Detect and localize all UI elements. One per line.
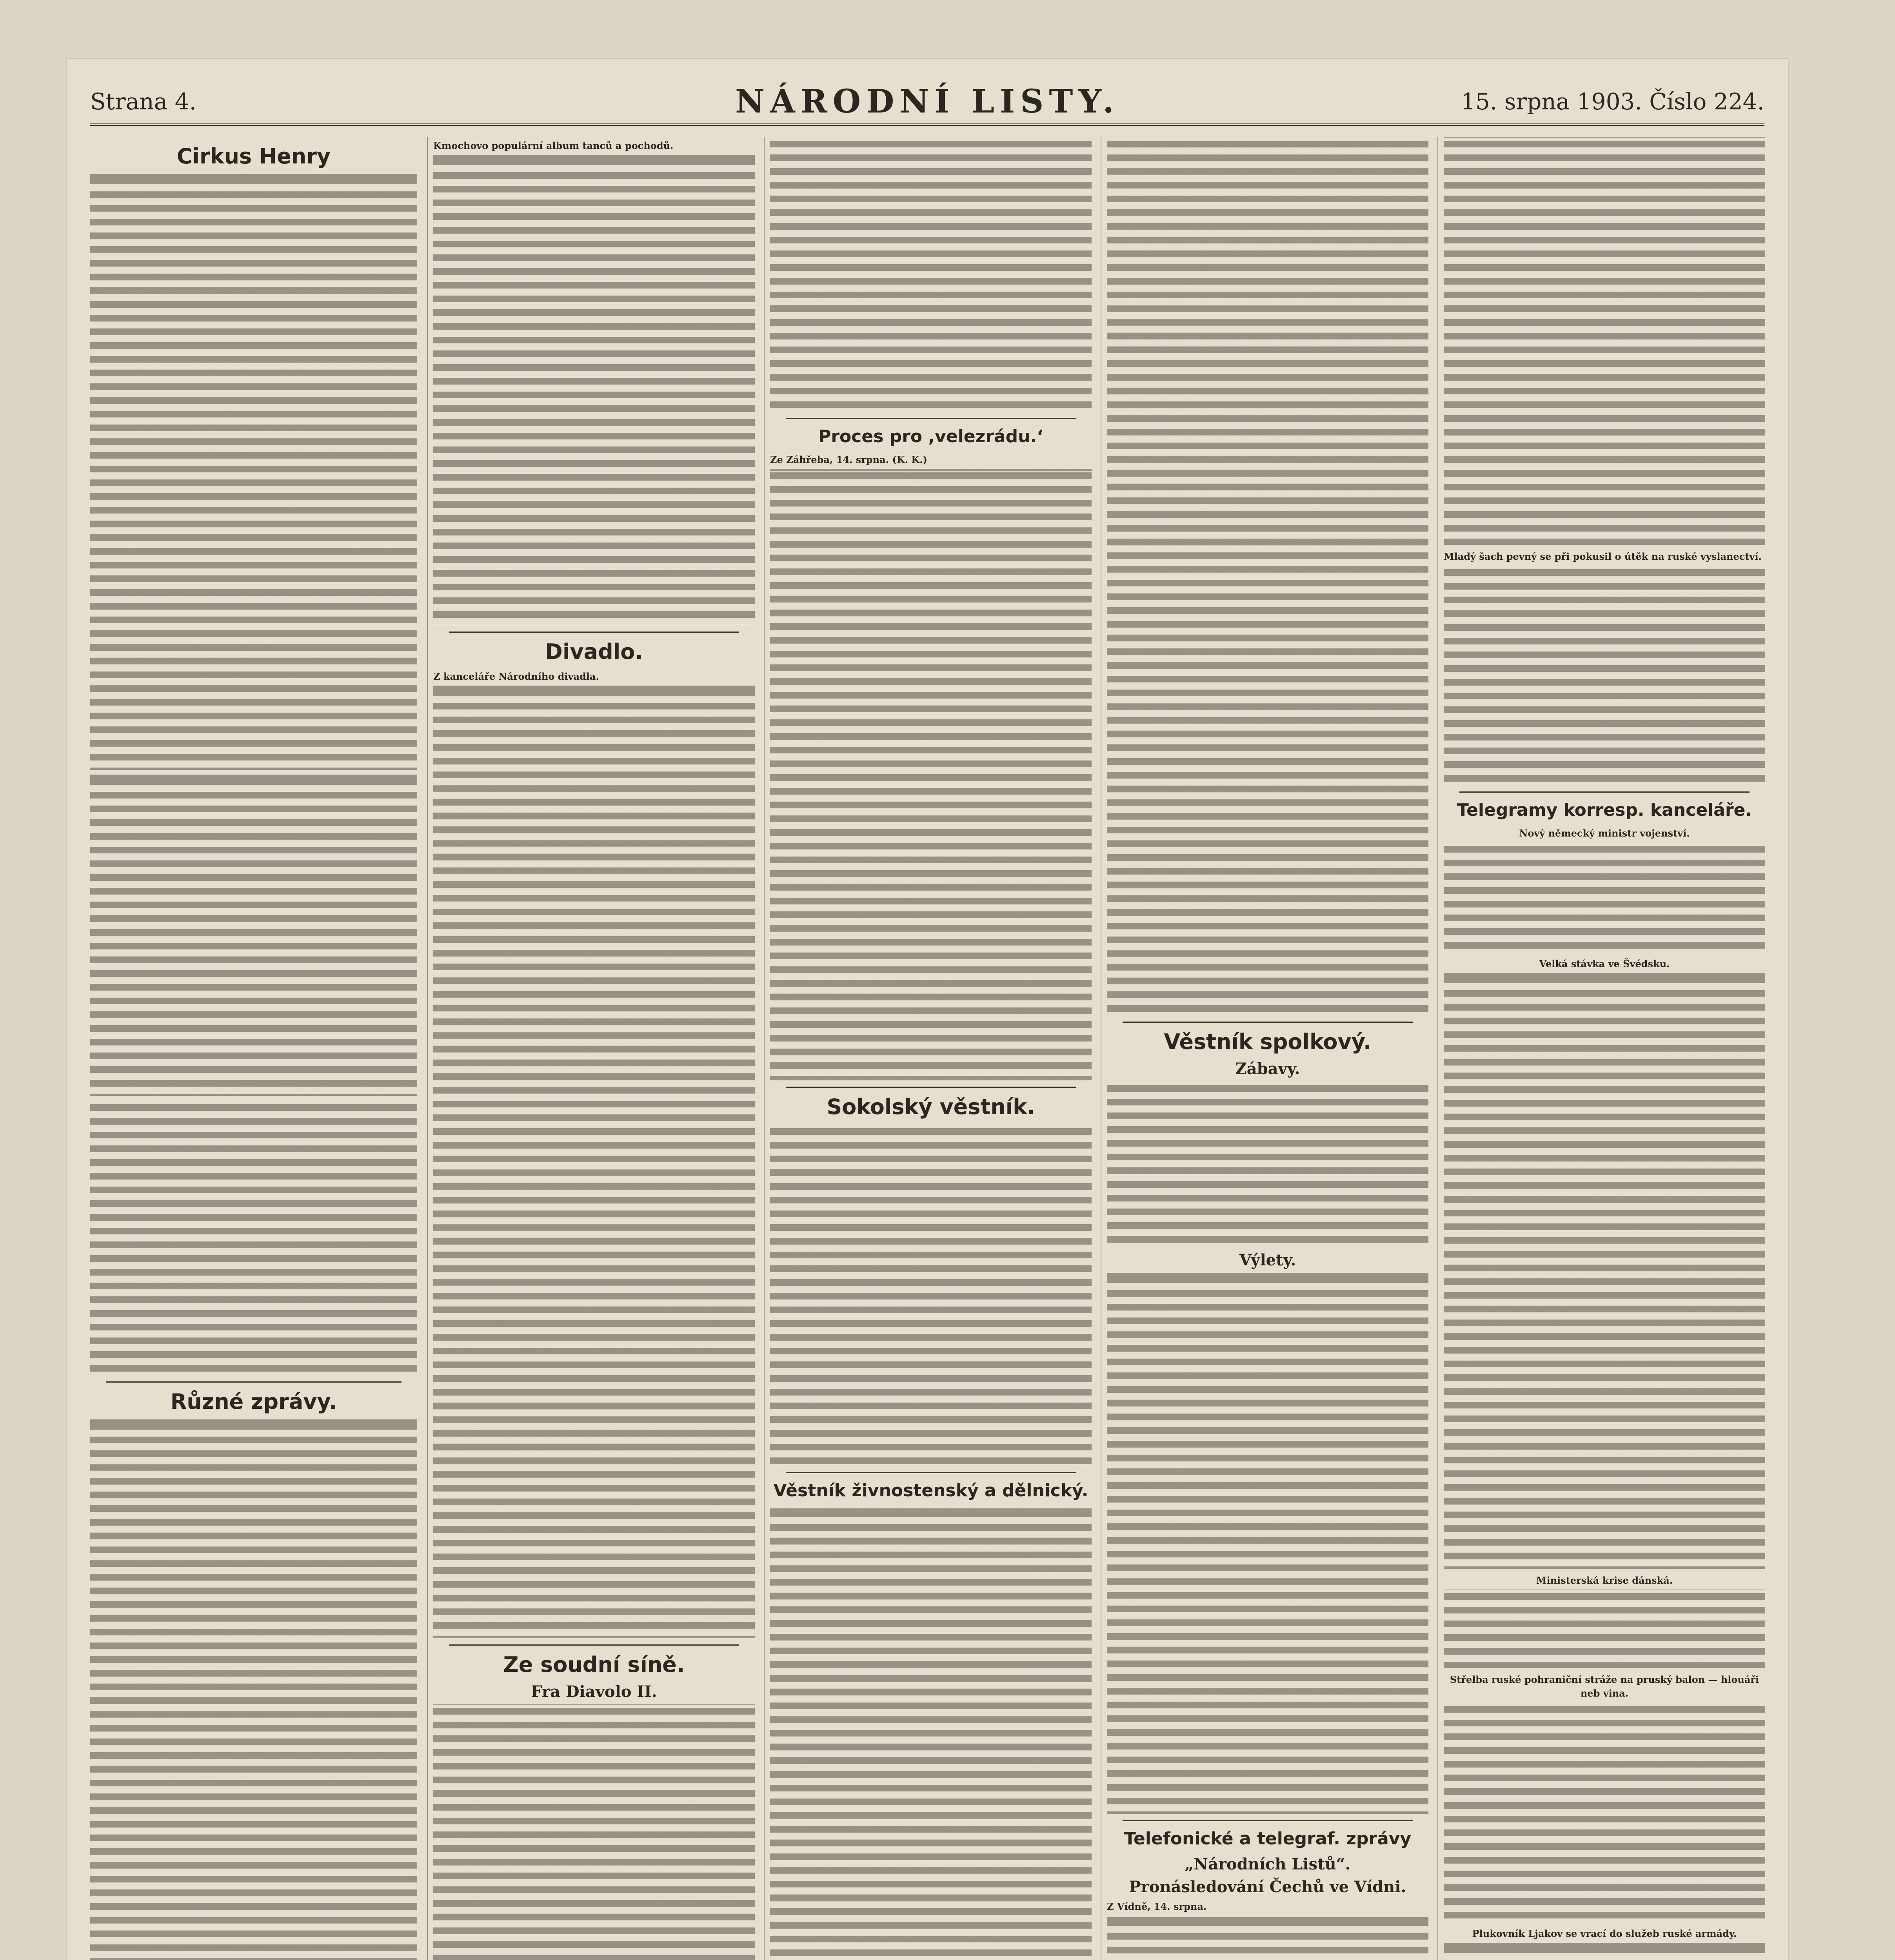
- section-rule: [786, 1087, 1076, 1088]
- article-body: [1444, 1590, 1765, 1668]
- column-2: [427, 137, 755, 1960]
- dateline: Z Vídně, 14. srpna.: [1107, 1901, 1207, 1912]
- headline-vestnik-spolkovy: Věstník spolkový.: [1164, 1029, 1372, 1054]
- article-body: [1107, 1082, 1428, 1246]
- mlady-sach-lead: Mladý šach pevný se při pokusil o útěk na ruské vyslanectví.: [1444, 551, 1762, 562]
- article-body: [1444, 1702, 1765, 1922]
- section-rule: [1123, 1022, 1413, 1023]
- article-body: [1444, 566, 1765, 785]
- article-body: [1107, 1273, 1428, 1814]
- section-rule: [106, 1381, 402, 1383]
- issue-date: 15. srpna 1903. Číslo 224.: [1461, 88, 1764, 115]
- column-5: [1437, 137, 1765, 1960]
- section-rule: [1123, 1820, 1413, 1821]
- article-body: [770, 1125, 1092, 1466]
- newspaper-title: NÁRODNÍ LISTY.: [735, 83, 1119, 120]
- subhead-zabavy: Zábavy.: [1235, 1060, 1300, 1078]
- article-body: [770, 469, 1092, 1080]
- text-columns: [90, 137, 1764, 1960]
- column-4: [1101, 137, 1428, 1960]
- subhead-pronasledovani: Pronásledování Čechů ve Vídni.: [1129, 1878, 1406, 1896]
- dateline: Ze Záhřeba, 14. srpna. (K. K.): [770, 454, 927, 465]
- subhead-plukovnik: Plukovník Ljakov se vrací do služeb ruské armády.: [1472, 1928, 1737, 1939]
- section-rule: [449, 632, 739, 633]
- headline-sokolsky-vestnik: Sokolský věstník.: [827, 1094, 1035, 1119]
- page-number: Strana 4.: [90, 88, 197, 115]
- headline-telefonicke-zpravy: Telefonické a telegraf. zprávy: [1124, 1829, 1412, 1849]
- article-body: [90, 1419, 417, 1960]
- subhead-stavka: Velká stávka ve Švédsku.: [1539, 958, 1670, 969]
- headline-vestnik-zivnostensky: Věstník živnostenský a dělnický.: [773, 1481, 1088, 1501]
- subhead-fra-diavolo: Fra Diavolo II.: [531, 1682, 657, 1701]
- column-3: [764, 137, 1092, 1960]
- headline-divadlo: Divadlo.: [545, 639, 643, 664]
- article-body: [1444, 973, 1765, 1569]
- section-rule: [1459, 791, 1750, 793]
- article-body: [1444, 137, 1765, 545]
- newspaper-page: [67, 59, 1788, 1960]
- article-body: [90, 174, 417, 770]
- subhead-vylety: Výlety.: [1239, 1251, 1296, 1269]
- headline-narodnich-listu: „Národních Listů“.: [1185, 1855, 1351, 1873]
- article-body: [433, 686, 755, 1638]
- article-body: [433, 155, 755, 625]
- subhead-ministr: Nový německý ministr vojenství.: [1519, 828, 1690, 839]
- article-body: [433, 1704, 755, 1960]
- article-body: [1444, 1943, 1765, 1960]
- article-body: [90, 1101, 417, 1375]
- section-rule: [786, 418, 1076, 419]
- article-body: [770, 1507, 1092, 1960]
- headline-telegramy: Telegramy korresp. kanceláře.: [1457, 800, 1752, 820]
- article-body: [770, 137, 1092, 412]
- headline-cirkus-henry: Cirkus Henry: [176, 144, 331, 169]
- headline-ruzne-zpravy: Různé zprávy.: [170, 1389, 337, 1414]
- article-body: [90, 775, 417, 1096]
- article-body: [1107, 137, 1428, 1015]
- article-body: [1444, 842, 1765, 952]
- headline-ze-soudni-sine: Ze soudní síně.: [503, 1652, 685, 1677]
- subhead-krise: Ministerská krise dánská.: [1536, 1575, 1673, 1586]
- article-body: [1107, 1916, 1428, 1960]
- section-rule: [786, 1472, 1076, 1473]
- subhead-strelba: Střelba ruské pohraniční stráže na pruský balon — hlouáři neb vina.: [1450, 1674, 1759, 1699]
- section-rule: [449, 1644, 739, 1646]
- headline-proces: Proces pro ,velezrádu.‘: [818, 426, 1043, 446]
- column-1: [90, 137, 417, 1960]
- divadlo-lead: Z kanceláře Národního divadla.: [433, 671, 599, 682]
- masthead: [90, 80, 1764, 126]
- article-lead: Kmochovo populární album tanců a pochodů.: [433, 140, 674, 151]
